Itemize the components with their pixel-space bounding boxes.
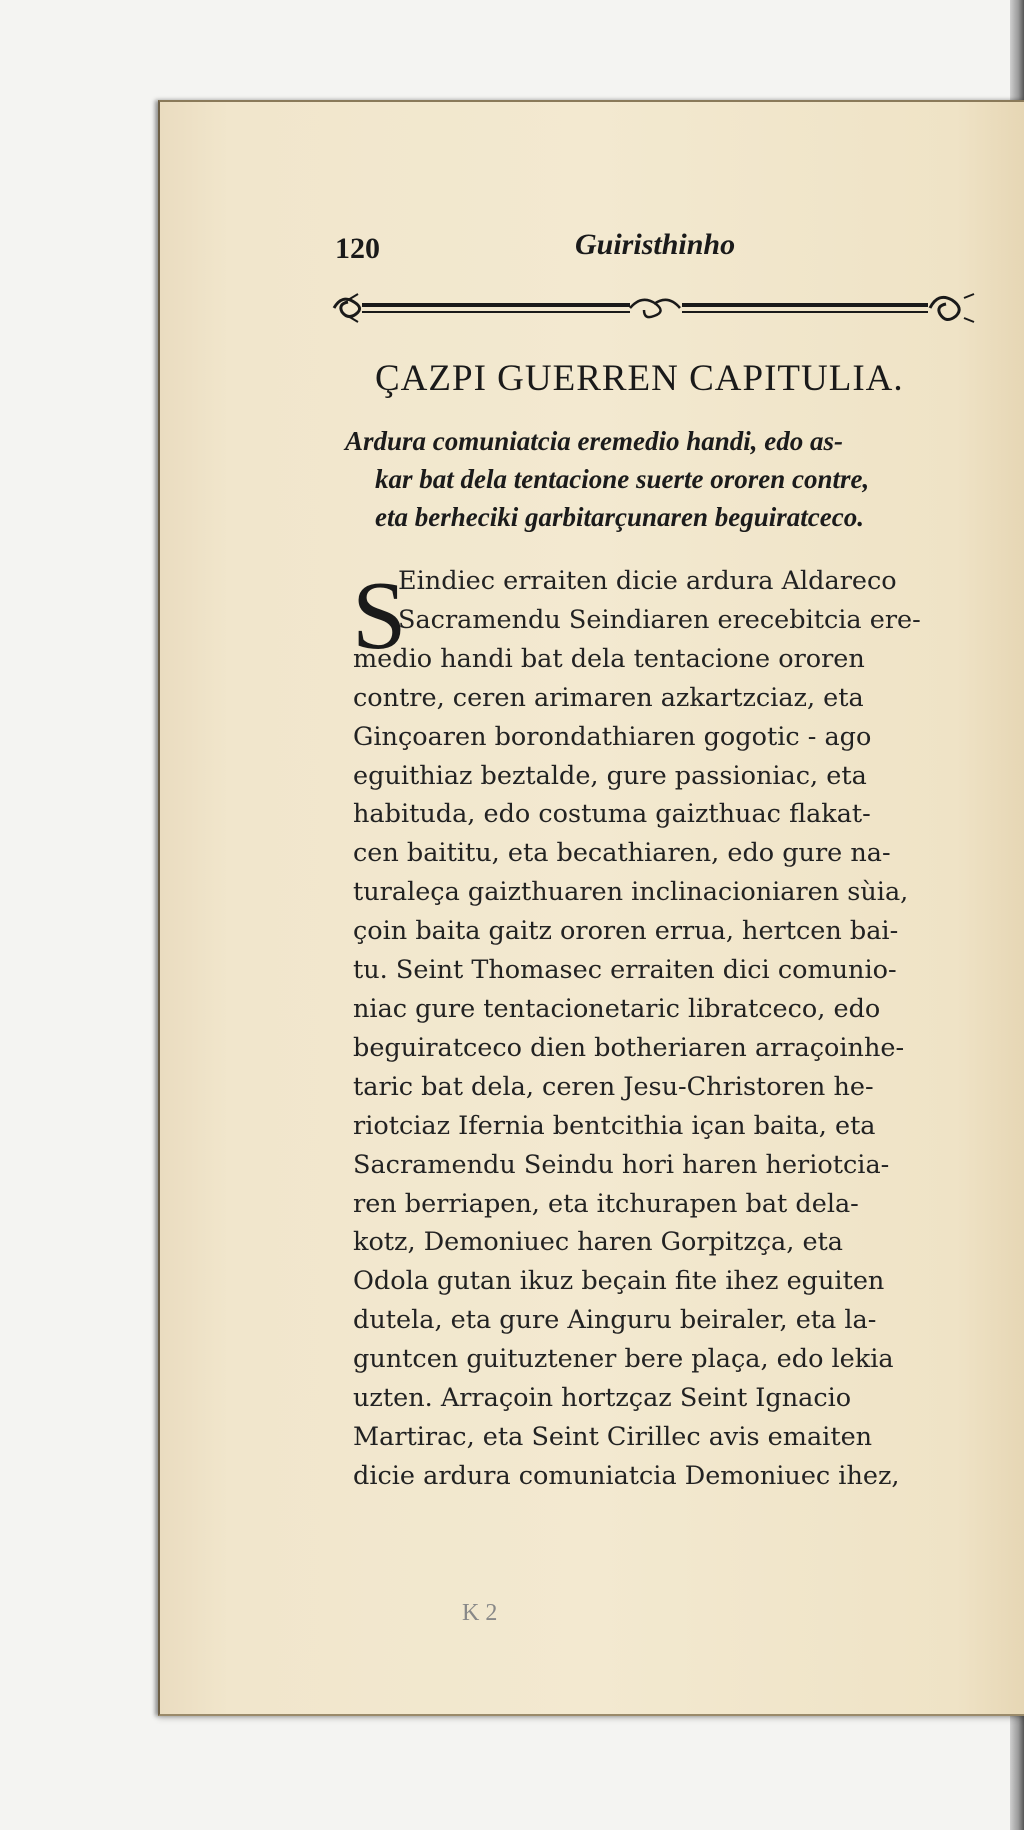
summary-line: Ardura comuniatcia eremedio handi, edo as- xyxy=(345,426,844,456)
page-header xyxy=(335,224,935,274)
signature-mark: K 2 xyxy=(462,1600,498,1626)
text-line: niac gure tentacionetaric libratceco, edo xyxy=(353,993,881,1024)
text-line: riotciaz Ifernia bentcithia içan baita, eta xyxy=(353,1110,876,1141)
text-line: cen baititu, eta becathiaren, edo gure na- xyxy=(353,838,891,869)
text-line: Sacramendu Seindiaren erecebitcia ere- xyxy=(398,604,921,635)
page-number: 120 xyxy=(335,232,380,265)
running-head: Guiristhinho xyxy=(575,228,736,261)
text-line: dutela, eta gure Ainguru beiraler, eta la- xyxy=(353,1305,877,1336)
drop-cap: S xyxy=(352,562,407,670)
ornamental-rule xyxy=(330,288,980,328)
chapter-summary xyxy=(345,422,985,536)
text-line: kotz, Demoniuec haren Gorpitzça, eta xyxy=(353,1227,843,1258)
text-line: habituda, edo costuma gaizthuac flakat- xyxy=(353,799,871,830)
text-line: ren berriapen, eta itchurapen bat dela- xyxy=(353,1188,859,1219)
text-line: tu. Seint Thomasec erraiten dici comunio- xyxy=(353,955,897,986)
text-line: dicie ardura comuniatcia Demoniuec ihez, xyxy=(353,1460,900,1491)
text-line: Odola gutan ikuz beçain fite ihez eguiten xyxy=(353,1266,885,1297)
text-line: Eindiec erraiten dicie ardura Aldareco xyxy=(398,566,897,596)
text-line: turaleça gaizthuaren inclinacioniaren sùia, xyxy=(353,877,909,908)
summary-line: kar bat dela tentacione suerte ororen contre, xyxy=(375,464,870,494)
chapter-title: ÇAZPI GUERREN CAPITULIA. xyxy=(375,358,904,399)
text-line: contre, ceren arimaren azkartzciaz, eta xyxy=(353,682,864,713)
text-line: beguiratceco dien botheriaren arraçoinhe- xyxy=(353,1032,905,1063)
body-text xyxy=(353,562,993,1496)
summary-line: eta berheciki garbitarçunaren beguiratceco. xyxy=(375,502,864,532)
text-line: uzten. Arraçoin hortzçaz Seint Ignacio xyxy=(353,1383,852,1414)
text-line: Sacramendu Seindu hori haren heriotcia- xyxy=(353,1149,890,1180)
text-line: eguithiaz beztalde, gure passioniac, eta xyxy=(353,760,867,791)
text-line: medio handi bat dela tentacione ororen xyxy=(353,643,865,674)
text-line: Martirac, eta Seint Cirillec avis emaiten xyxy=(353,1421,873,1452)
text-line: Ginçoaren borondathiaren gogotic - ago xyxy=(353,721,872,752)
text-line: çoin baita gaitz ororen errua, hertcen bai- xyxy=(353,916,899,947)
text-line: taric bat dela, ceren Jesu-Christoren he- xyxy=(353,1071,874,1102)
text-line: guntcen guituztener bere plaça, edo lekia xyxy=(353,1344,894,1375)
